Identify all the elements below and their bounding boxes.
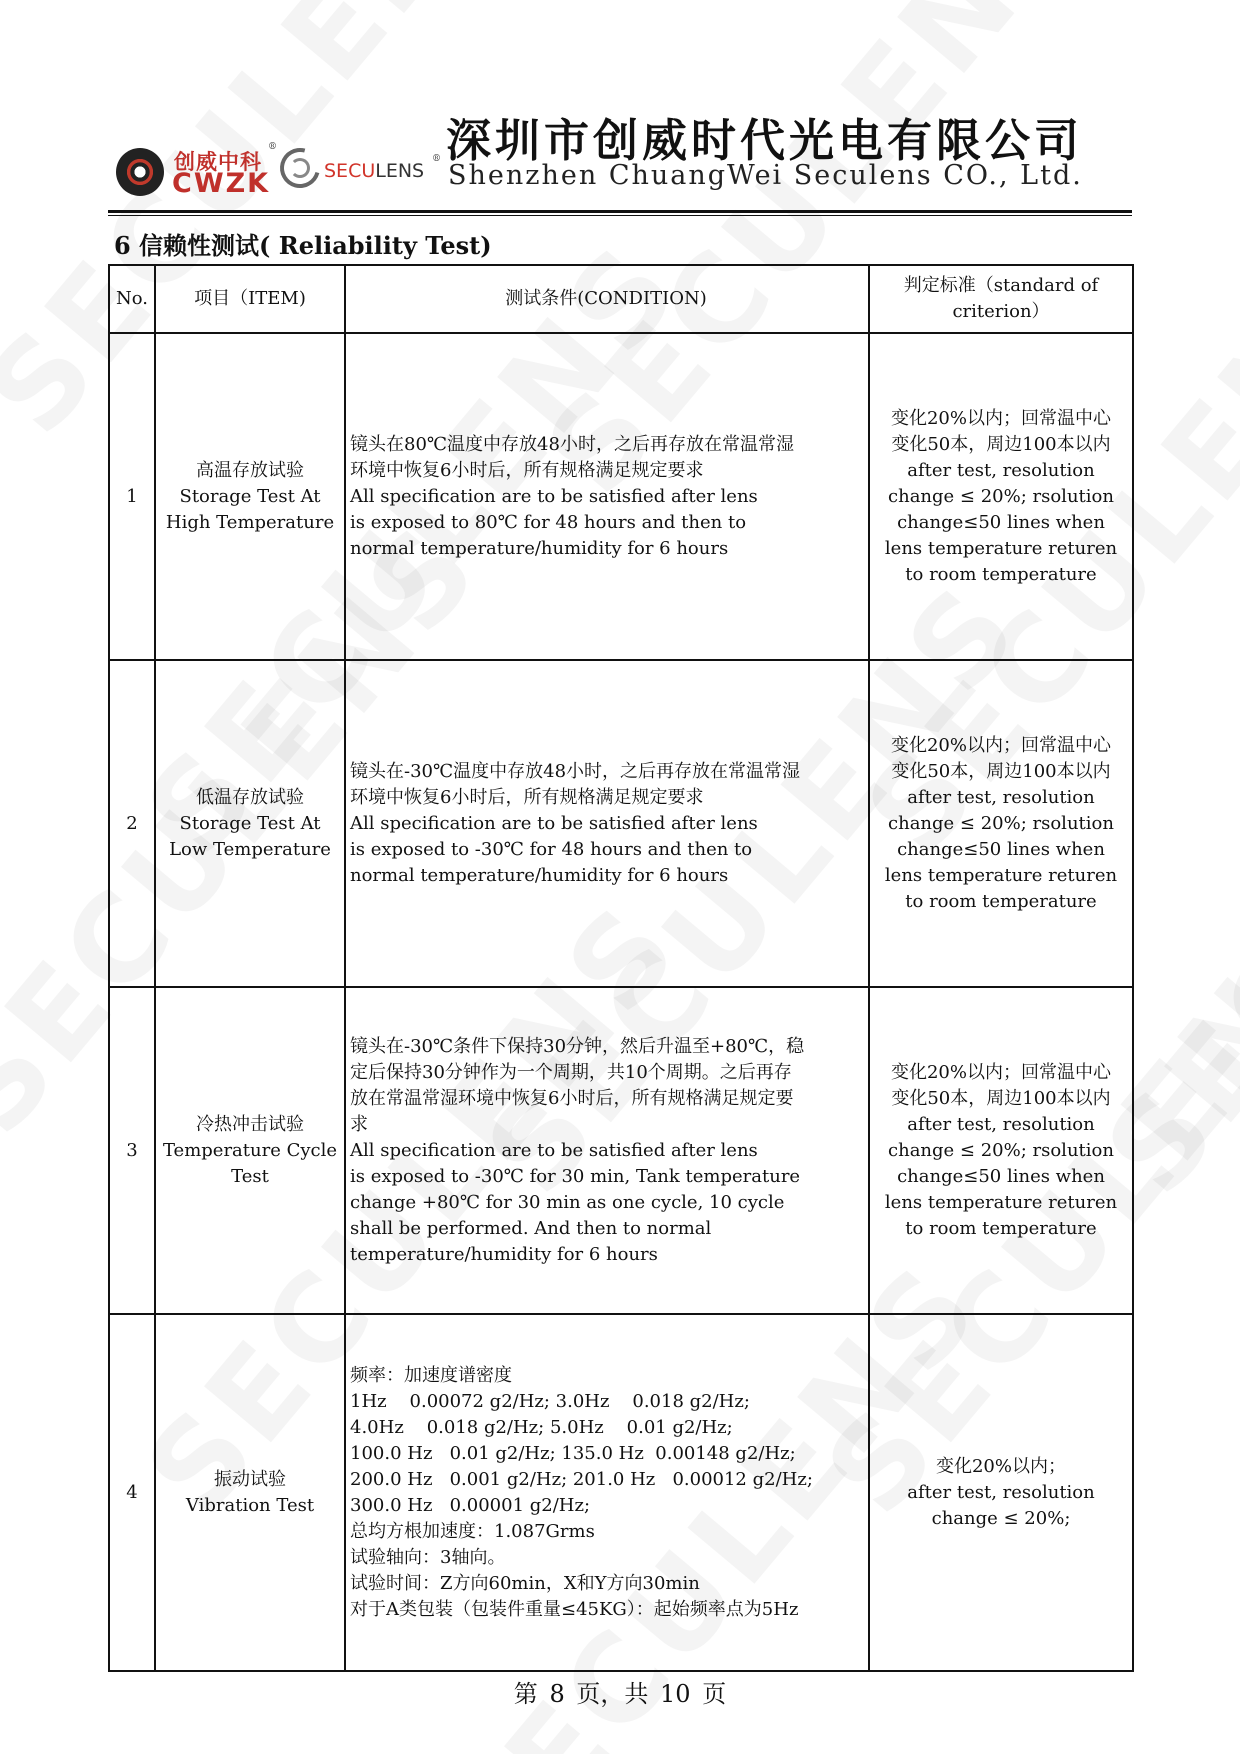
- header-rule-thin: [108, 215, 1132, 216]
- condition-line: is exposed to -30℃ for 48 hours and then to: [350, 838, 753, 860]
- table-row: [109, 1314, 1133, 1671]
- test-item-cn: 振动试验: [214, 1468, 286, 1490]
- criterion-line: 变化50本，周边100本以内: [891, 760, 1111, 782]
- condition-line: normal temperature/humidity for 6 hours: [350, 537, 729, 559]
- criterion-line: lens temperature returen: [884, 864, 1118, 886]
- criterion-line: 变化20%以内；回常温中心: [890, 1061, 1111, 1083]
- criterion-line: lens temperature returen: [884, 1191, 1118, 1213]
- registered-mark: ®: [432, 154, 441, 164]
- condition-line: shall be performed. And then to normal: [350, 1217, 712, 1239]
- condition-line: is exposed to -30℃ for 30 min, Tank temperature: [350, 1165, 801, 1187]
- condition-line: All specification are to be satisfied after lens: [350, 1139, 758, 1161]
- criterion: [869, 987, 1133, 1314]
- condition-line: 试验时间：Z方向60min，X和Y方向30min: [350, 1572, 700, 1594]
- test-item-cn: 高温存放试验: [196, 459, 304, 481]
- cwzk-logo: [116, 142, 277, 199]
- test-item-en: High Temperature: [165, 511, 335, 533]
- condition-line: 4.0Hz 0.018 g2/Hz; 5.0Hz 0.01 g2/Hz;: [350, 1416, 733, 1438]
- criterion-line: change ≤ 20%; rsolution: [888, 485, 1114, 507]
- section-title: 6 信赖性测试( Reliability Test): [114, 231, 492, 260]
- test-item-en: Temperature Cycle: [162, 1139, 338, 1161]
- company-name-en: Shenzhen ChuangWei Seculens CO., Ltd.: [448, 160, 1083, 191]
- condition-line: 200.0 Hz 0.001 g2/Hz; 201.0 Hz 0.00012 g2/Hz;: [350, 1468, 813, 1490]
- criterion-line: 变化20%以内；: [935, 1455, 1066, 1477]
- test-item-en: Storage Test At: [179, 485, 321, 507]
- seculens-wordmark-red: SECU: [324, 160, 376, 182]
- seculens-swirl-inner-icon: [290, 158, 310, 178]
- condition-line: 镜头在80℃温度中存放48小时，之后再存放在常温常湿: [350, 433, 794, 455]
- row-number: 1: [109, 333, 155, 660]
- footer-prefix: 第: [513, 1680, 538, 1708]
- condition-line: 100.0 Hz 0.01 g2/Hz; 135.0 Hz 0.00148 g2/Hz;: [350, 1442, 796, 1464]
- condition-line: 定后保持30分钟作为一个周期，共10个周期。之后再存: [350, 1061, 792, 1083]
- seculens-logo: [280, 148, 440, 194]
- registered-mark: ®: [268, 142, 277, 152]
- condition-line: 镜头在-30℃温度中存放48小时，之后再存放在常温常湿: [350, 760, 801, 782]
- page-number: 8: [549, 1680, 565, 1708]
- table-row: [109, 660, 1133, 987]
- letterhead: [108, 96, 1132, 206]
- condition-line: 对于A类包装（包装件重量≤45KG）：起始频率点为5Hz: [350, 1598, 799, 1620]
- criterion-line: change ≤ 20%;: [931, 1507, 1071, 1529]
- row-number: 2: [109, 660, 155, 987]
- condition-line: 环境中恢复6小时后，所有规格满足规定要求: [350, 459, 704, 481]
- condition-line: All specification are to be satisfied after lens: [350, 812, 758, 834]
- criterion-line: lens temperature returen: [884, 537, 1118, 559]
- condition-line: 300.0 Hz 0.00001 g2/Hz;: [350, 1494, 591, 1516]
- header-criterion: [869, 265, 1133, 333]
- test-item-en: Vibration Test: [185, 1494, 315, 1516]
- condition-line: 总均方根加速度：1.087Grms: [350, 1520, 595, 1542]
- criterion-line: 变化50本，周边100本以内: [891, 1087, 1111, 1109]
- criterion-line: 变化20%以内；回常温中心: [890, 407, 1111, 429]
- test-item-en: Low Temperature: [169, 838, 331, 860]
- page-total: 10: [660, 1680, 691, 1708]
- test-item: [155, 1314, 345, 1671]
- condition-line: 频率：加速度谱密度: [350, 1364, 512, 1386]
- table-header-row: [109, 265, 1133, 333]
- company-name-cn: 深圳市创威时代光电有限公司: [446, 114, 1084, 167]
- criterion-line: 变化50本，周边100本以内: [891, 433, 1111, 455]
- footer-mid: 页，共: [576, 1680, 649, 1708]
- header-rule-thick: [108, 210, 1132, 213]
- criterion-line: after test, resolution: [907, 786, 1095, 808]
- condition-line: change +80℃ for 30 min as one cycle, 10 cycle: [350, 1191, 785, 1213]
- test-condition: [345, 1314, 869, 1671]
- test-item: [155, 333, 345, 660]
- header-condition: 测试条件(CONDITION): [345, 265, 869, 333]
- test-item: [155, 660, 345, 987]
- condition-line: All specification are to be satisfied after lens: [350, 485, 758, 507]
- criterion-line: 变化20%以内；回常温中心: [890, 734, 1111, 756]
- criterion: [869, 1314, 1133, 1671]
- criterion-line: change ≤ 20%; rsolution: [888, 812, 1114, 834]
- test-item-en: Storage Test At: [179, 812, 321, 834]
- criterion-line: to room temperature: [905, 890, 1097, 912]
- condition-line: 镜头在-30℃条件下保持30分钟，然后升温至+80℃，稳: [350, 1035, 805, 1057]
- test-condition: [345, 660, 869, 987]
- criterion-line: change≤50 lines when: [897, 511, 1105, 533]
- condition-line: temperature/humidity for 6 hours: [350, 1243, 658, 1265]
- test-condition: [345, 333, 869, 660]
- condition-line: 1Hz 0.00072 g2/Hz; 3.0Hz 0.018 g2/Hz;: [350, 1390, 750, 1412]
- table-row: [109, 987, 1133, 1314]
- criterion-line: to room temperature: [905, 563, 1097, 585]
- criterion: [869, 333, 1133, 660]
- test-item: [155, 987, 345, 1314]
- condition-line: 求: [350, 1113, 368, 1135]
- criterion-line: change≤50 lines when: [897, 1165, 1105, 1187]
- condition-line: 试验轴向：3轴向。: [350, 1546, 506, 1568]
- test-item-cn: 低温存放试验: [196, 786, 304, 808]
- cwzk-logo-cn: 创威中科: [174, 149, 262, 174]
- criterion-line: change ≤ 20%; rsolution: [888, 1139, 1114, 1161]
- criterion: [869, 660, 1133, 987]
- criterion-line: to room temperature: [905, 1217, 1097, 1239]
- condition-line: is exposed to 80℃ for 48 hours and then to: [350, 511, 747, 533]
- condition-line: normal temperature/humidity for 6 hours: [350, 864, 729, 886]
- page-footer: [0, 1674, 1240, 1709]
- row-number: 3: [109, 987, 155, 1314]
- seculens-wordmark: [324, 160, 424, 182]
- lens-disc-icon: [116, 148, 164, 196]
- test-item-cn: 冷热冲击试验: [196, 1113, 304, 1135]
- test-item-en: Test: [231, 1165, 269, 1187]
- header-item: 项目（ITEM): [155, 265, 345, 333]
- row-number: 4: [109, 1314, 155, 1671]
- header-criterion-line: 判定标准（standard of: [903, 275, 1099, 296]
- test-condition: [345, 987, 869, 1314]
- criterion-line: after test, resolution: [907, 1113, 1095, 1135]
- table-row: [109, 333, 1133, 660]
- seculens-wordmark-dark: LENS: [375, 160, 425, 182]
- cwzk-logo-en: CWZK: [172, 168, 271, 199]
- header-no: No.: [109, 265, 155, 333]
- criterion-line: after test, resolution: [907, 459, 1095, 481]
- condition-line: 环境中恢复6小时后，所有规格满足规定要求: [350, 786, 704, 808]
- reliability-table: [108, 264, 1134, 1672]
- footer-suffix: 页: [702, 1680, 727, 1708]
- criterion-line: change≤50 lines when: [897, 838, 1105, 860]
- header-criterion-line: criterion）: [952, 301, 1050, 322]
- criterion-line: after test, resolution: [907, 1481, 1095, 1503]
- condition-line: 放在常温常湿环境中恢复6小时后，所有规格满足规定要: [350, 1087, 794, 1109]
